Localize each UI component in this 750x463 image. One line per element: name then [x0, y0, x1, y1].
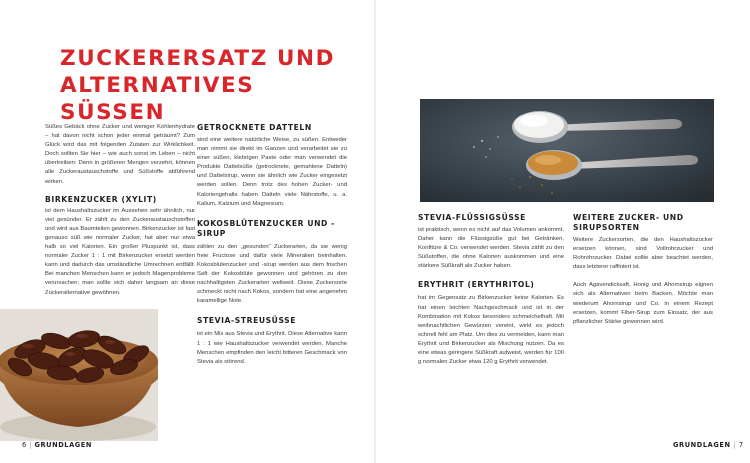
title-line-1: ZUCKERERSATZ UND: [60, 46, 336, 71]
paragraph-birkenzucker: ist dem Haushaltszucker im Aussehen sehr ähnlich, nur viel gesünder. Er zählt zu den Zuckeraustauschstoffen und wird aus Baumteilen gewonnen. Birkenzucker ist fast genauso süß wie normaler Zucker, hat aber nur etwa halb so viel Kalorien. Ein großer Pluspunkt ist, dass normaler Zucker 1 : 1 mit Birkenzucker ersetzt werden kann und dadurch das umständliche Umrechnen entfällt. Bei manchen Menschen kann er jedoch Magenprobleme verursachen; man sollte sich daher langsam an diese Zuckeralternative gewöhnen.: [45, 207, 195, 296]
page-number-left: 6: [22, 441, 27, 449]
paragraph-weitere-2: Auch Agavendicksaft, Honig und Ahornsirup eignen sich als Alternativen beim Backen. Möchte man wiederum Ahornsirup und Co. in einem Rezept ersetzen, kommt Fiber-Sirup zum Einsatz, der aus pflanzlicher Stärke gewonnen wird.: [573, 282, 713, 325]
heading-birkenzucker: BIRKENZUCKER (XYLIT): [45, 194, 157, 204]
column-2: [197, 123, 347, 367]
heading-stevia: STEVIA-FLÜSSIGSÜSSE: [418, 213, 526, 222]
heading-erythrit: ERYTHRIT (ERYTHRITOL): [418, 280, 535, 290]
column-4: [573, 213, 713, 327]
page-number-right: 7: [738, 441, 744, 449]
footer-label-left: GRUNDLAGEN: [34, 441, 93, 449]
footer-right: [673, 441, 743, 449]
paragraph-kokos: zählen zu den „gesunden“ Zuckerarten, da sie wenig freie Fructose und dafür viele Mineralien beinhalten. Kokosblütenzucker und -sirup werden aus dem frischen Saft der Kokosblüte gewonnen und gehören zu den nachhaltigsten Zuckerarten weltweit. Diese Zuckersorte schmeckt nicht nach Kokos, sondern hat eine angenehm karamellige Note.: [197, 243, 347, 305]
page-gutter: [374, 0, 376, 463]
sugar-spoons-illustration: [420, 99, 714, 202]
footer-separator-right: |: [733, 441, 736, 449]
footer-label-right: GRUNDLAGEN: [673, 441, 731, 449]
title-line-2: ALTERNATIVES SÜSSEN: [60, 73, 255, 125]
intro-paragraph: Süßes Gebäck ohne Zucker und weniger Kohlenhydrate – hat davon nicht schon jeder einmal geträumt? Zum Glück wird das mit folgenden Zutaten zur Wirklichkeit. Doch sollten Sie hier – wie auch sonst im Leben – nicht übertreiben: Denn in größeren Mengen verzehrt, können alle Zuckeraustauschstoffe und Süßstoffe abführend wirken.: [45, 124, 195, 185]
dates-bowl-illustration: [0, 309, 158, 441]
paragraph-datteln: sind eine weitere natürliche Weise, zu süßen. Entweder man nimmt sie direkt im Ganzen und verarbeitet sie zu einer süßen, klebrigen Paste oder man verwendet die Produkte Dattelsüße (getrocknete, gemahlene Datteln) und Dattelsirup, wenn sie ähnlich wie Zucker eingesetzt werden sollen. Denn trotz des hohen Zucker- und Kaloriengehalts haben Datteln viele Nährstoffe, u. a. Kalium, Kalzium und Magnesium.: [197, 137, 347, 207]
page-title: [60, 45, 360, 126]
column-1: [45, 123, 195, 298]
heading-weitere: WEITERE ZUCKER- UND SIRUPSORTEN: [573, 213, 684, 232]
dates-bowl-photo: [0, 309, 158, 441]
footer-left: [22, 441, 92, 449]
heading-datteln: GETROCKNETE DATTELN: [197, 123, 312, 132]
paragraph-streusuesse: ist ein Mix aus Stevia und Erythrit. Diese Alternative kann 1 : 1 wie Haushaltszucker verwendet werden. Manche Menschen empfinden den leicht bitteren Geschmack von Stevia als störend.: [197, 331, 347, 365]
paragraph-stevia: ist praktisch, wenn es nicht auf das Volumen ankommt. Daher kann die Flüssigsüße gut bei Getränken, Konfitüre & Co. verwendet werden. Stevia zählt zu den Süßstoffen, die ohne Kalorien auskommen und eine stärkere Süßkraft als Zucker haben.: [418, 227, 564, 270]
paragraph-erythrit: hat im Gegensatz zu Birkenzucker keine Kalorien. Es hat einen leichten Nachgeschmack und ist in der Kombination mit Kokos besonders schmeichelhaft. Mit weihnachtlichen Gewürzen vereint, wirkt es jedoch schnell fehl am Platz. Um dies zu vermeiden, kann man Erythrit und Birkenzucker als Mischung nutzen. Da es eine etwas geringere Süßkraft aufweist, werden für 100 g normalen Zucker etwa 120 g Erythrit verwendet.: [418, 295, 564, 366]
column-3: [418, 213, 564, 367]
paragraph-weitere-1: Weitere Zuckersorten, die den Haushaltszucker ersetzen können, sind Vollrohrzucker und Rohrohrzucker. Dabei sollte aber beachtet werden, dass letzterer raffiniert ist.: [573, 237, 713, 271]
footer-separator-left: |: [29, 441, 32, 449]
sugar-spoons-photo: [420, 99, 714, 202]
heading-kokos: KOKOSBLÜTENZUCKER UND -SIRUP: [197, 218, 335, 238]
heading-streusuesse: STEVIA-STREUSÜSSE: [197, 316, 297, 326]
